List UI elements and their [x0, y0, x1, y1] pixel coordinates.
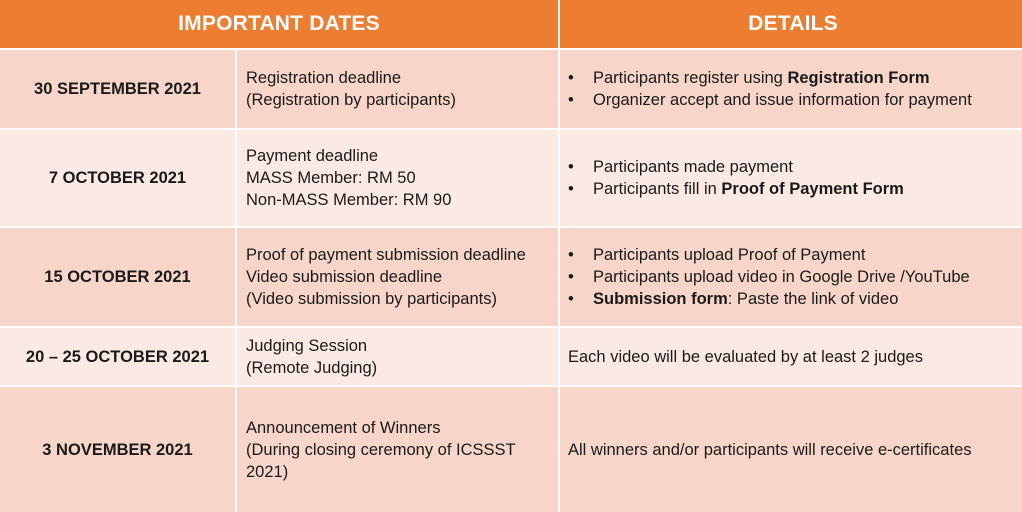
row-details [560, 387, 1022, 512]
description-line: Payment deadline [246, 147, 379, 165]
details-text: All winners and/or participants will receive e-certificates [568, 440, 972, 459]
description-line: MASS Member: RM 50 [246, 169, 416, 187]
details-item: • Submission form: Paste the link of video [568, 288, 970, 310]
details-item: • Organizer accept and issue information for payment [568, 89, 972, 111]
details-item: • Participants upload video in Google Drive /YouTube [568, 266, 970, 288]
row-date: 15 OCTOBER 2021 [0, 228, 235, 326]
header-details: DETAILS [560, 0, 1022, 48]
details-list [568, 67, 972, 111]
description-line: Registration deadline [246, 69, 402, 87]
row-date: 7 OCTOBER 2021 [0, 130, 235, 226]
details-item: • Participants register using Registration Form [568, 67, 972, 89]
description-line: (Remote Judging) [246, 358, 378, 377]
description-line: Video submission deadline [246, 268, 442, 286]
details-item: • Participants fill in Proof of Payment Form [568, 178, 904, 200]
row-date: 3 NOVEMBER 2021 [0, 387, 235, 512]
description-line: Non-MASS Member: RM 90 [246, 191, 452, 209]
description-line: (During closing ceremony of ICSSST [246, 440, 516, 459]
details-item: • Participants upload Proof of Payment [568, 244, 970, 266]
description-line: Judging Session [246, 336, 368, 355]
row-description [237, 387, 558, 512]
description-line: 2021) [246, 462, 289, 481]
row-details [560, 50, 1022, 128]
header-important-dates: IMPORTANT DATES [0, 0, 558, 48]
description-line: Proof of payment submission deadline [246, 246, 526, 264]
row-description [237, 130, 558, 226]
details-text: Each video will be evaluated by at least 2 judges [568, 347, 923, 366]
row-date: 30 SEPTEMBER 2021 [0, 50, 235, 128]
details-list [568, 156, 904, 200]
row-date: 20 – 25 OCTOBER 2021 [0, 328, 235, 385]
row-details [560, 228, 1022, 326]
description-line: (Video submission by participants) [246, 290, 497, 308]
row-description [237, 228, 558, 326]
row-details [560, 130, 1022, 226]
description-line: Announcement of Winners [246, 418, 441, 437]
row-description [237, 328, 558, 385]
details-item: • Participants made payment [568, 156, 904, 178]
description-line: (Registration by participants) [246, 91, 457, 109]
row-details [560, 328, 1022, 385]
row-description [237, 50, 558, 128]
details-list [568, 244, 970, 310]
